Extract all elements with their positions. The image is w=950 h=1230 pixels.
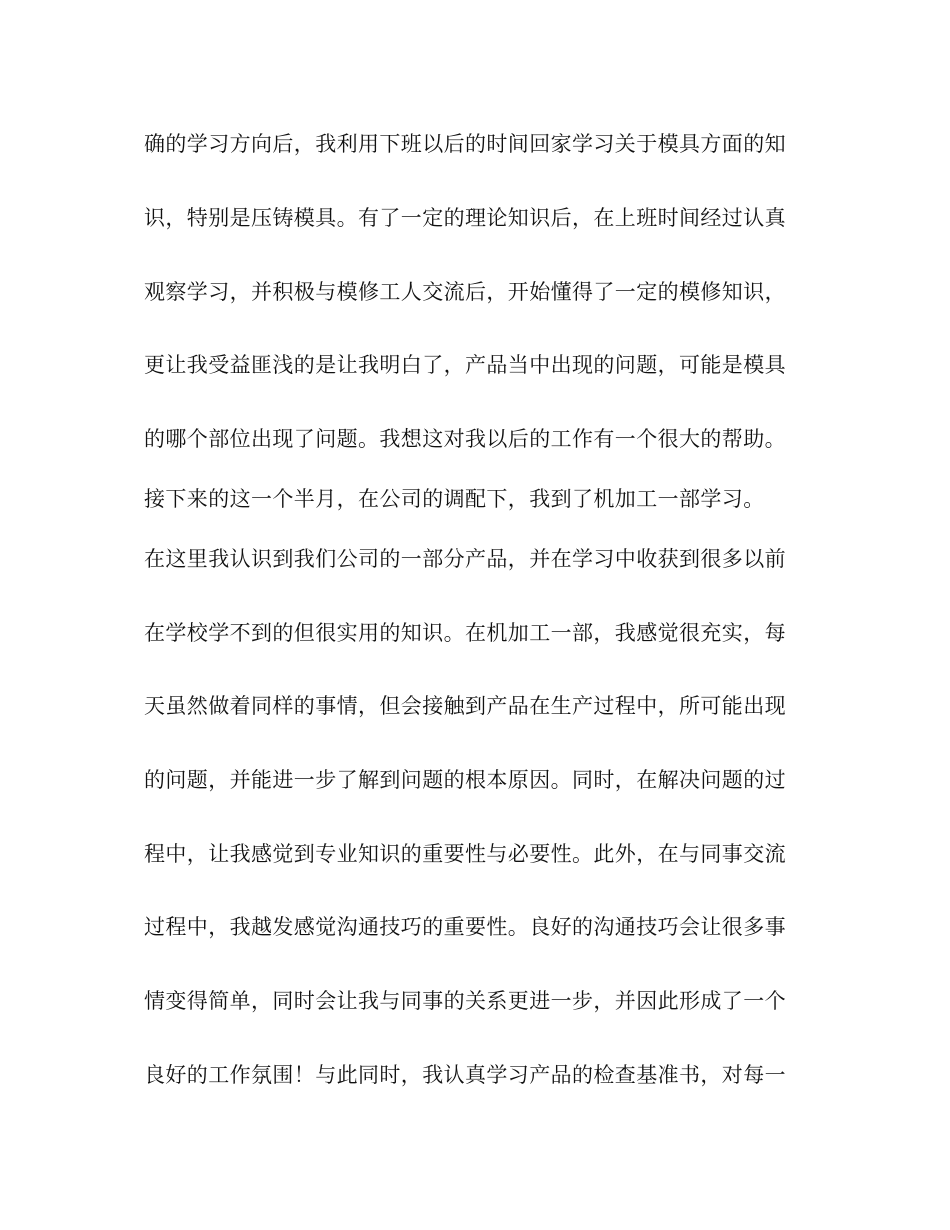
body-text-line: 在这里我认识到我们公司的一部分产品，并在学习中收获到很多以前: [144, 547, 786, 571]
body-text-line: 更让我受益匪浅的是让我明白了，产品当中出现的问题，可能是模具: [144, 353, 786, 377]
body-text-line: 确的学习方向后，我利用下班以后的时间回家学习关于模具方面的知: [144, 132, 786, 156]
body-text-line: 接下来的这一个半月，在公司的调配下，我到了机加工一部学习。: [144, 487, 765, 511]
body-text-line: 识，特别是压铸模具。有了一定的理论知识后，在上班时间经过认真: [144, 206, 786, 230]
body-text-line: 情变得简单，同时会让我与同事的关系更进一步，并因此形成了一个: [144, 989, 786, 1013]
body-text-line: 的问题，并能进一步了解到问题的根本原因。同时，在解决问题的过: [144, 768, 786, 792]
body-text-line: 在学校学不到的但很实用的知识。在机加工一部，我感觉很充实，每: [144, 621, 786, 645]
body-text-line: 观察学习，并积极与模修工人交流后，开始懂得了一定的模修知识，: [144, 280, 786, 304]
body-text-line: 良好的工作氛围！与此同时，我认真学习产品的检查基准书，对每一: [144, 1063, 786, 1087]
body-text-line: 天虽然做着同样的事情，但会接触到产品在生产过程中，所可能出现: [144, 694, 786, 718]
body-text-line: 过程中，我越发感觉沟通技巧的重要性。良好的沟通技巧会让很多事: [144, 915, 786, 939]
body-text-line: 程中，让我感觉到专业知识的重要性与必要性。此外，在与同事交流: [144, 842, 786, 866]
body-text-line: 的哪个部位出现了问题。我想这对我以后的工作有一个很大的帮助。: [144, 427, 786, 451]
